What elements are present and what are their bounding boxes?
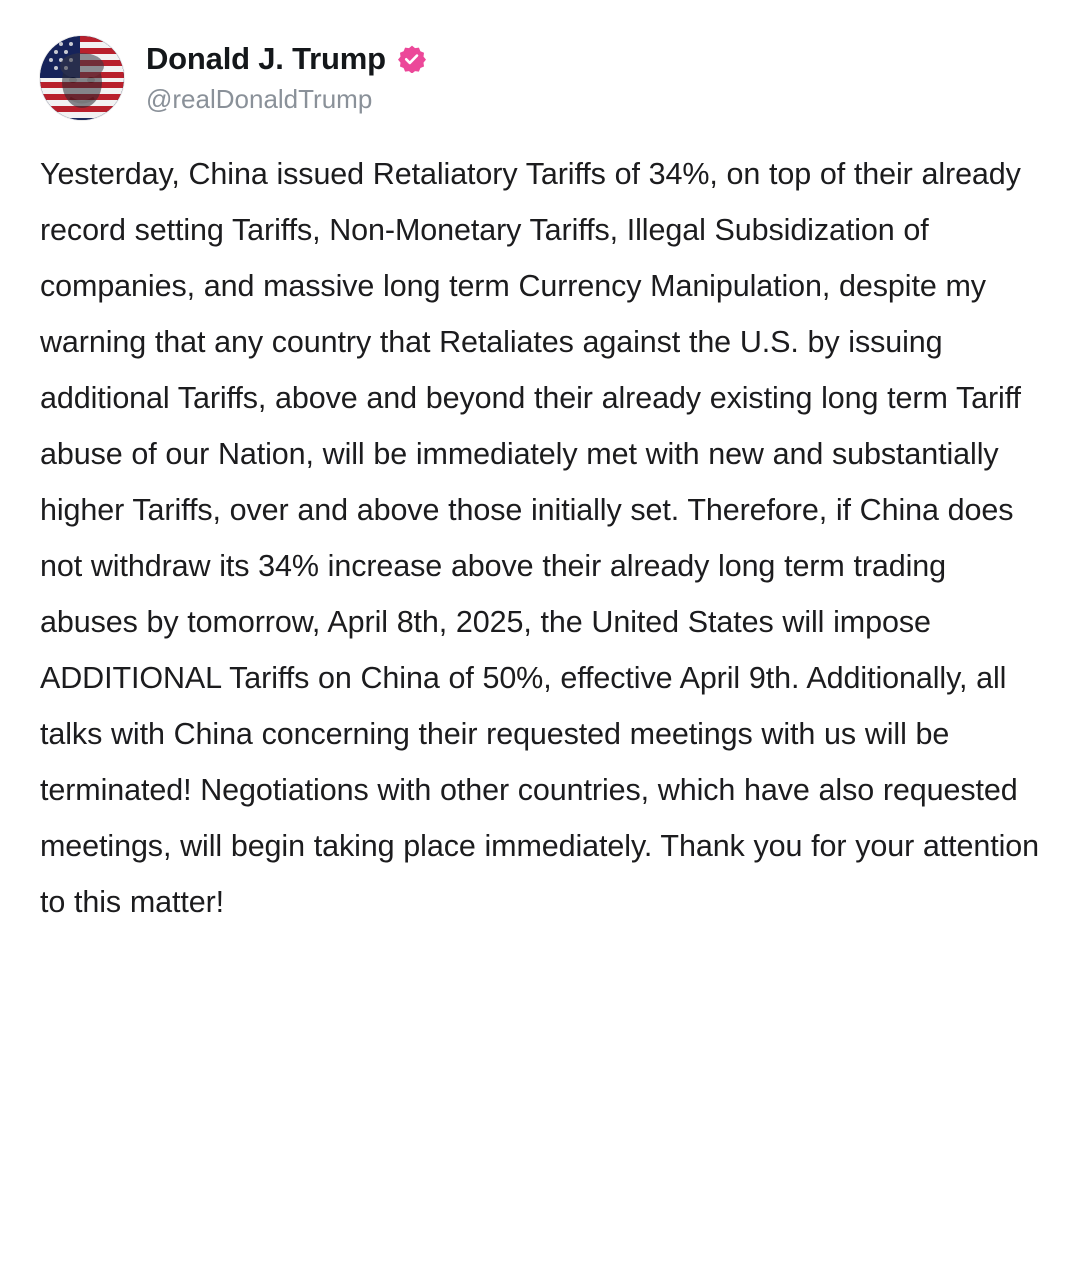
avatar[interactable] <box>40 36 124 120</box>
author-identity <box>146 36 426 115</box>
author-handle[interactable]: @realDonaldTrump <box>146 84 373 115</box>
author-display-name[interactable]: Donald J. Trump <box>146 41 386 76</box>
post-body-text: Yesterday, China issued Retaliatory Tariffs of 34%, on top of their already record setting Tariffs, Non-Monetary Tariffs, Illegal Subsidization of companies, and massive long term Currency Manipulation, despite my warning that any country that Retaliates against the U.S. by issuing additional Tariffs, above and beyond their already existing long term Tariff abuse of our Nation, will be immediately met with new and substantially higher Tariffs, over and above those initially set. Therefore, if China does not withdraw its 34% increase above their already long term trading abuses by tomorrow, April 8th, 2025, the United States will impose ADDITIONAL Tariffs on China of 50%, effective April 9th. Additionally, all talks with China concerning their requested meetings with us will be terminated! Negotiations with other countries, which have also requested meetings, will begin taking place immediately. Thank you for your attention to this matter! <box>40 157 1048 919</box>
post-header <box>40 36 1040 120</box>
verified-check-badge-icon <box>398 45 426 73</box>
author-name-row <box>146 42 426 76</box>
